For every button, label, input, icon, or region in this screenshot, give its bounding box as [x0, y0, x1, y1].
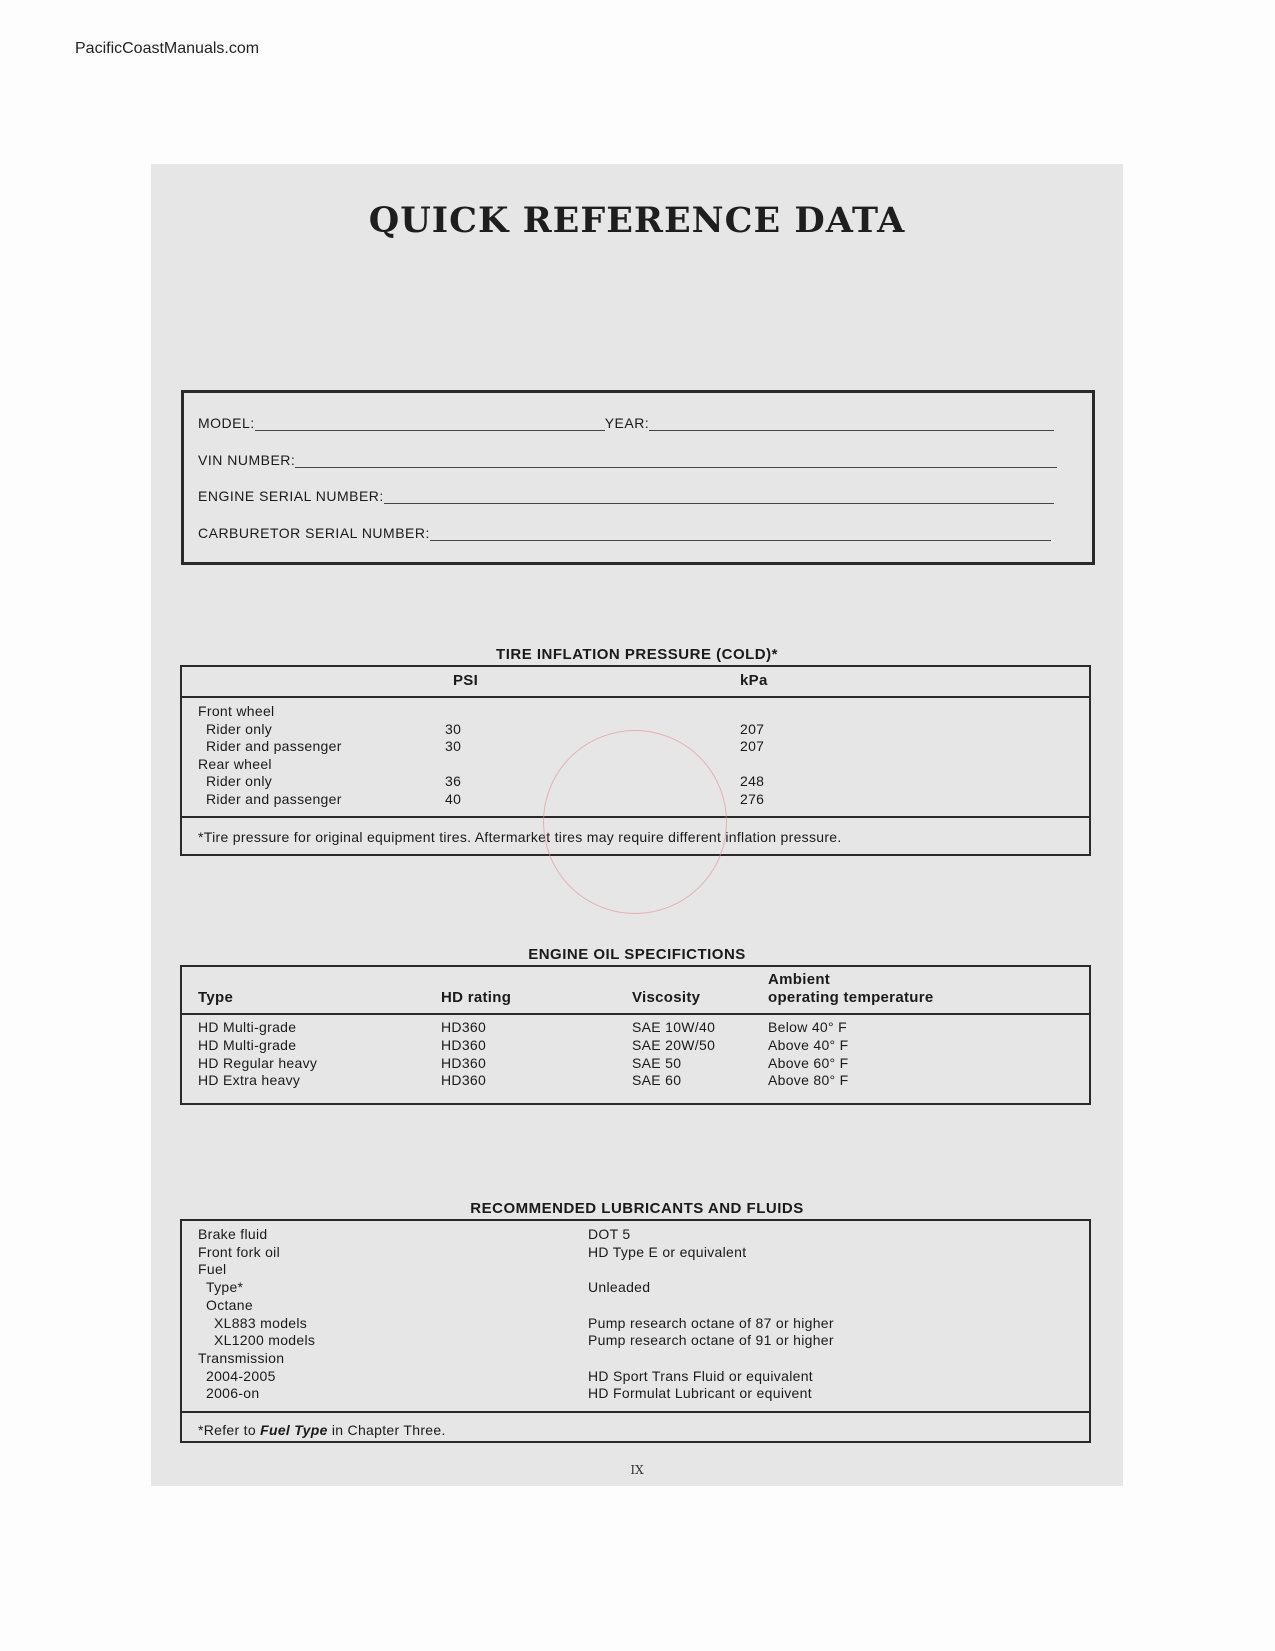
tire-row-psi: 36: [445, 773, 462, 790]
tire-note: *Tire pressure for original equipment tires. Aftermarket tires may require different inflation pressure.: [198, 829, 842, 845]
oil-type-cell: HD Multi-grade: [198, 1019, 297, 1035]
oil-temp-cell: Above 80° F: [768, 1072, 849, 1089]
oil-type-cell: HD Regular heavy: [198, 1054, 318, 1071]
oil-hd-cell: HD360: [441, 1054, 487, 1071]
psi-header: PSI: [453, 672, 479, 689]
lube-value-cell: HD Formulat Lubricant or equivent: [588, 1385, 812, 1402]
viscosity-header: Viscosity: [632, 989, 701, 1006]
site-header: PacificCoastManuals.com: [75, 40, 260, 57]
oil-hd-cell: HD360: [441, 1072, 487, 1089]
vin-field[interactable]: [295, 453, 1057, 468]
lube-label-cell: 2004-2005: [206, 1367, 276, 1384]
engine-serial-row: [198, 488, 1054, 504]
year-field[interactable]: [649, 416, 1054, 431]
lube-value-cell: Pump research octane of 87 or higher: [588, 1314, 834, 1331]
tire-row-label: Rider only: [206, 773, 273, 790]
lube-note: [198, 1422, 446, 1438]
oil-table-header: [182, 967, 1089, 1015]
tire-row-psi: 30: [445, 738, 462, 755]
lube-row: [182, 1315, 1089, 1333]
stamp-circle: [543, 730, 727, 914]
model-year-row: [198, 415, 1054, 431]
lube-value-cell: HD Type E or equivalent: [588, 1243, 747, 1260]
vin-row: [198, 452, 1057, 468]
kpa-header: kPa: [740, 672, 768, 689]
lube-row: [182, 1226, 1089, 1244]
oil-viscosity-cell: SAE 50: [632, 1054, 682, 1071]
manual-page: [151, 164, 1123, 1486]
tire-row-psi: 40: [445, 791, 462, 807]
oil-row: [182, 1055, 1089, 1073]
lube-row: [182, 1244, 1089, 1262]
ambient-header: Ambient: [768, 971, 831, 988]
lube-note-emphasis: Fuel Type: [260, 1422, 328, 1438]
lube-label-cell: Octane: [206, 1296, 253, 1313]
oil-row: [182, 1037, 1089, 1055]
lube-row: [182, 1385, 1089, 1403]
lube-label-cell: Type*: [206, 1279, 244, 1296]
tire-section-title: TIRE INFLATION PRESSURE (COLD)*: [496, 646, 778, 663]
engine-serial-label: ENGINE SERIAL NUMBER:: [198, 488, 384, 504]
hd-rating-header: HD rating: [441, 989, 512, 1006]
lubricants-table: [180, 1219, 1091, 1443]
tire-table-header: [182, 667, 1089, 698]
lube-row: [182, 1261, 1089, 1279]
oil-hd-cell: HD360: [441, 1036, 487, 1053]
tire-row-label: Rider only: [206, 720, 273, 737]
tire-row-label: Front wheel: [198, 703, 275, 719]
tire-row-label: Rear wheel: [198, 755, 272, 772]
engine-oil-table: [180, 965, 1091, 1105]
lube-value-cell: HD Sport Trans Fluid or equivalent: [588, 1367, 813, 1384]
oil-temp-cell: Above 60° F: [768, 1054, 849, 1071]
lube-row: [182, 1297, 1089, 1315]
oil-row: [182, 1019, 1089, 1037]
oil-type-cell: HD Multi-grade: [198, 1036, 297, 1053]
oil-viscosity-cell: SAE 10W/40: [632, 1019, 716, 1035]
carb-serial-row: [198, 525, 1051, 541]
page-title: QUICK REFERENCE DATA: [368, 200, 906, 241]
carb-serial-label: CARBURETOR SERIAL NUMBER:: [198, 525, 430, 541]
lube-row: [182, 1350, 1089, 1368]
lube-label-cell: Brake fluid: [198, 1226, 268, 1242]
page-number: IX: [630, 1463, 644, 1477]
lube-section-title: RECOMMENDED LUBRICANTS AND FLUIDS: [470, 1200, 804, 1217]
tire-row-kpa: 276: [740, 791, 765, 807]
operating-temp-header: operating temperature: [768, 989, 934, 1006]
lube-label-cell: XL883 models: [214, 1314, 308, 1331]
oil-temp-cell: Above 40° F: [768, 1036, 849, 1053]
lube-note-suffix: in Chapter Three.: [327, 1422, 446, 1438]
lube-value-cell: Unleaded: [588, 1279, 651, 1296]
lube-label-cell: Fuel: [198, 1261, 227, 1278]
oil-viscosity-cell: SAE 20W/50: [632, 1036, 716, 1053]
lube-value-cell: DOT 5: [588, 1226, 631, 1242]
tire-row: [182, 703, 1089, 721]
vin-label: VIN NUMBER:: [198, 452, 296, 468]
lube-table-footnote: [182, 1411, 1089, 1445]
tire-row-kpa: 207: [740, 720, 765, 737]
carb-serial-field[interactable]: [430, 526, 1051, 541]
tire-row-label: Rider and passenger: [206, 791, 342, 807]
tire-row-label: Rider and passenger: [206, 738, 342, 755]
oil-section-title: ENGINE OIL SPECIFICTIONS: [528, 946, 746, 963]
lube-value-cell: Pump research octane of 91 or higher: [588, 1332, 834, 1349]
lube-label-cell: Front fork oil: [198, 1243, 280, 1260]
year-label: YEAR:: [604, 415, 650, 431]
lube-row: [182, 1368, 1089, 1386]
oil-hd-cell: HD360: [441, 1019, 487, 1035]
model-field[interactable]: [255, 416, 605, 431]
oil-row: [182, 1072, 1089, 1090]
lube-note-prefix: *Refer to: [198, 1422, 261, 1438]
oil-viscosity-cell: SAE 60: [632, 1072, 682, 1089]
oil-type-cell: HD Extra heavy: [198, 1072, 301, 1089]
lube-row: [182, 1279, 1089, 1297]
vehicle-info-form: [181, 390, 1095, 565]
tire-row-psi: 30: [445, 720, 462, 737]
tire-row-kpa: 248: [740, 773, 765, 790]
lube-row: [182, 1332, 1089, 1350]
lube-label-cell: Transmission: [198, 1349, 285, 1366]
lube-label-cell: 2006-on: [206, 1385, 260, 1402]
model-label: MODEL:: [198, 415, 255, 431]
oil-temp-cell: Below 40° F: [768, 1019, 847, 1035]
engine-serial-field[interactable]: [384, 489, 1054, 504]
tire-row-kpa: 207: [740, 738, 765, 755]
type-header: Type: [198, 989, 234, 1006]
lube-label-cell: XL1200 models: [214, 1332, 316, 1349]
